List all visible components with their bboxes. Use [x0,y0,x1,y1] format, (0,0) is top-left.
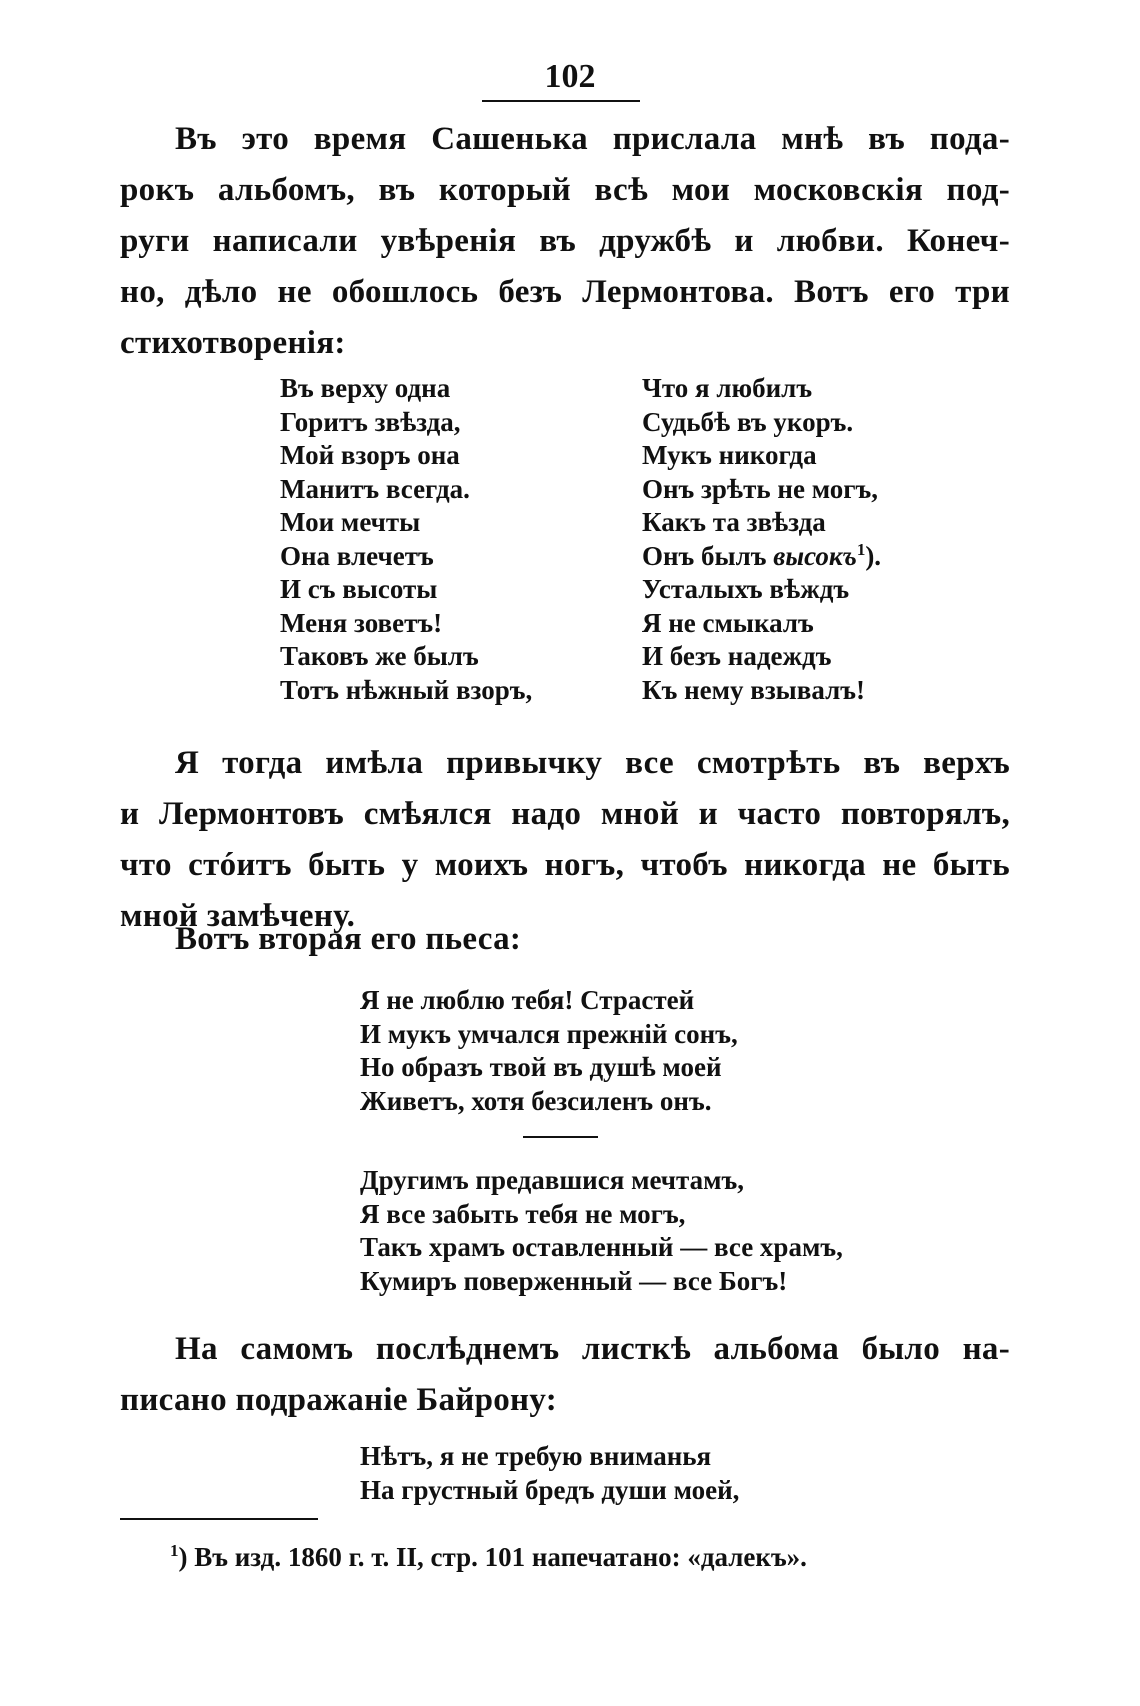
text-line: На самомъ послѣднемъ листкѣ альбома было на- [175,1331,1010,1367]
verse-line: Усталыхъ вѣждъ [642,574,850,604]
verse-line: Живетъ, хотя безсиленъ онъ. [360,1085,712,1116]
text-line: Вотъ вторая его пьеса: [175,921,522,957]
verse-line: Горитъ звѣзда, [280,406,461,437]
verse-line: Я не люблю тебя! Страстей [360,985,695,1015]
verse-line: Таковъ же былъ [280,641,479,671]
verse-line: И безъ надеждъ [642,641,832,671]
poem-one-right-column [642,372,881,707]
paragraph-lermontov [120,738,1010,942]
verse-line: Манитъ всегда. [280,473,470,504]
footnote-text: ) Въ изд. 1860 г. т. II, стр. 101 напечатано: «далекъ». [178,1542,807,1572]
verse-line: Я не смыкалъ [642,607,814,638]
page-number: 102 [544,58,596,95]
header-rule [482,100,640,102]
verse-line: Она влечетъ [280,540,434,571]
footnote-marker: 1 [170,1541,179,1560]
verse-line: И мукъ умчался прежній сонъ, [360,1018,738,1049]
verse-line: Другимъ предавшися мечтамъ, [360,1165,744,1195]
verse-line: Мой взоръ она [280,440,460,470]
text-line: мной замѣчену. [120,898,356,934]
verse-line: Въ верху одна [280,373,451,403]
footnote-reference: 1 [856,539,866,559]
verse-line: Какъ та звѣзда [642,507,826,537]
verse-line-with-footnote [642,540,881,574]
text-line: но, дѣло не обошлось безъ Лермонтова. Вотъ его три [120,274,1010,310]
verse-line: И съ высоты [280,574,438,604]
text-line: Въ это время Сашенька прислала мнѣ въ пода- [175,121,1010,157]
text-line: руги написали увѣренія въ дружбѣ и любви. Конеч- [120,223,1010,259]
paragraph-second-piece [120,914,1010,965]
verse-line: Я все забыть тебя не могъ, [360,1198,686,1229]
verse-line: Мои мечты [280,507,421,537]
footnote [170,1540,970,1574]
poem-three [360,1440,739,1507]
poem-one-left-column [280,372,532,707]
footnote-rule [120,1518,318,1520]
text-line: стихотворенія: [120,325,346,361]
verse-line: Тотъ нѣжный взоръ, [280,674,533,705]
verse-line: На грустный бредъ души моей, [360,1474,740,1505]
paragraph-last-leaf [120,1324,1010,1426]
text-line: рокъ альбомъ, въ который всѣ мои московскія под- [120,172,1010,208]
verse-line: Что я любилъ [642,373,813,403]
verse-line: Такъ храмъ оставленный — все храмъ, [360,1232,843,1262]
italic-word: высокъ [773,540,857,571]
poem-two-stanza-one [360,984,738,1118]
stanza-divider [523,1136,598,1138]
poem-two-stanza-two [360,1164,843,1298]
verse-line: Къ нему взывалъ! [642,674,865,705]
verse-line: Но образъ твой въ душѣ моей [360,1052,722,1082]
text-line: писано подражаніе Байрону: [120,1382,558,1418]
text-line: и Лермонтовъ смѣялся надо мной и часто повторялъ, [120,796,1010,832]
verse-line: Судьбѣ въ укоръ. [642,406,854,437]
verse-line: Мукъ никогда [642,440,817,470]
verse-text: Онъ былъ [642,540,767,571]
paragraph-intro [120,114,1010,369]
verse-line: Нѣтъ, я не требую вниманья [360,1441,712,1471]
text-line: что стóитъ быть у моихъ ногъ, чтобъ никогда не быть [120,847,1010,883]
verse-line: Меня зоветъ! [280,607,443,638]
text-line: Я тогда имѣла привычку все смотрѣть въ верхъ [175,745,1010,781]
verse-line: Кумиръ поверженный — все Богъ! [360,1265,788,1296]
verse-line: Онъ зрѣть не могъ, [642,473,878,504]
verse-punctuation: ). [865,540,882,571]
